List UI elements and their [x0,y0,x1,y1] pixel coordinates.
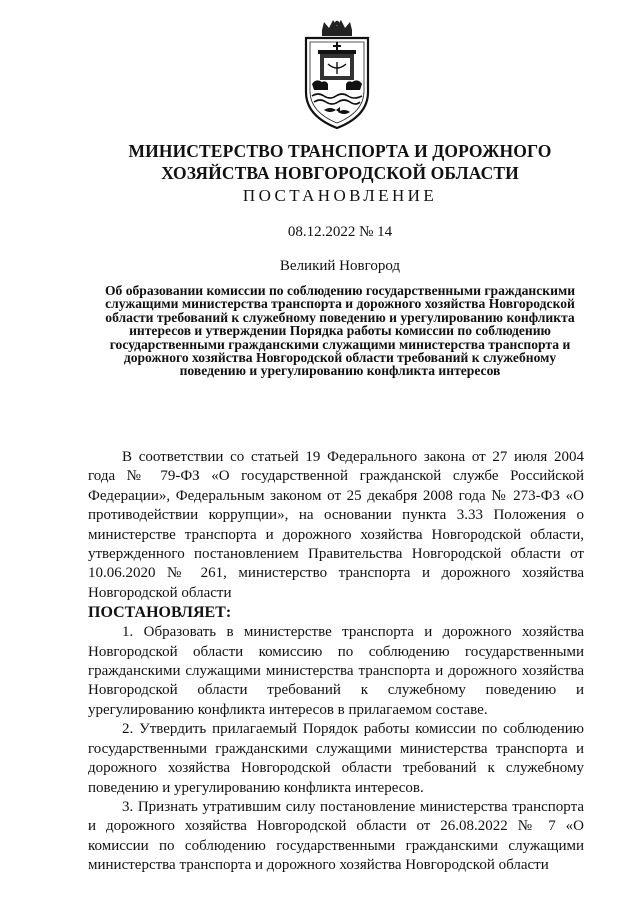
ministry-name [60,140,620,184]
document-title: Об образовании комиссии по соблюдению государственными гражданскими служащими министерства транспорта и дорожного хозяйства Новгородской области требований к служебному поведению и урегулированию конфликта интересов и утверждении Порядка работы комиссии по соблюдению государственными гражданскими служащими министерства транспорта и дорожного хозяйства Новгородской области требований к служебному поведению и урегулированию конфликта интересов [104,283,576,379]
document-type: ПОСТАНОВЛЕНИЕ [242,186,438,205]
document-date-number: 08.12.2022 № 14 [287,224,393,240]
preamble-paragraph: В соответствии со статьей 19 Федерального закона от 27 июля 2004 года № 79-ФЗ «О государственной гражданской службе Российской Федерации», Федеральным законом от 25 декабря 2008 года № 273-ФЗ «О противодействии коррупции», на основании пункта 3.33 Положения о министерстве транспорта и дорожного хозяйства Новгородской области, утвержденного постановлением Правительства Новгородской области от 10.06.2020 № 261, министерство транспорта и дорожного хозяйства Новгородской области [88,449,584,601]
decree-item-3: 3. Признать утратившим силу постановление министерства транспорта и дорожного хозяйства Новгородской области от 26.08.2022 № 7 «О комиссии по соблюдению государственными гражданскими служащими министерства транспорта и дорожного хозяйства Новгородской области [88,798,584,874]
ministry-name-line2: ХОЗЯЙСТВА НОВГОРОДСКОЙ ОБЛАСТИ [161,163,519,183]
decree-item-1: 1. Образовать в министерстве транспорта и дорожного хозяйства Новгородской области комиссию по соблюдению государственными гражданскими служащими министерства транспорта и дорожного хозяйства Новгородской области требований к служебному поведению и урегулированию конфликта интересов в прилагаемом составе. [88,624,584,718]
document-body [88,448,584,876]
novgorod-coat-of-arms-emblem [298,20,376,132]
document-city: Великий Новгород [279,258,401,274]
decree-word: ПОСТАНОВЛЯЕТ: [88,604,232,622]
ministry-name-line1: МИНИСТЕРСТВО ТРАНСПОРТА И ДОРОЖНОГО [128,141,552,161]
decree-item-2: 2. Утвердить прилагаемый Порядок работы комиссии по соблюдению государственными гражданскими служащими министерства транспорта и дорожного хозяйства Новгородской области требований к служебному поведению и урегулированию конфликта интересов. [88,721,584,796]
